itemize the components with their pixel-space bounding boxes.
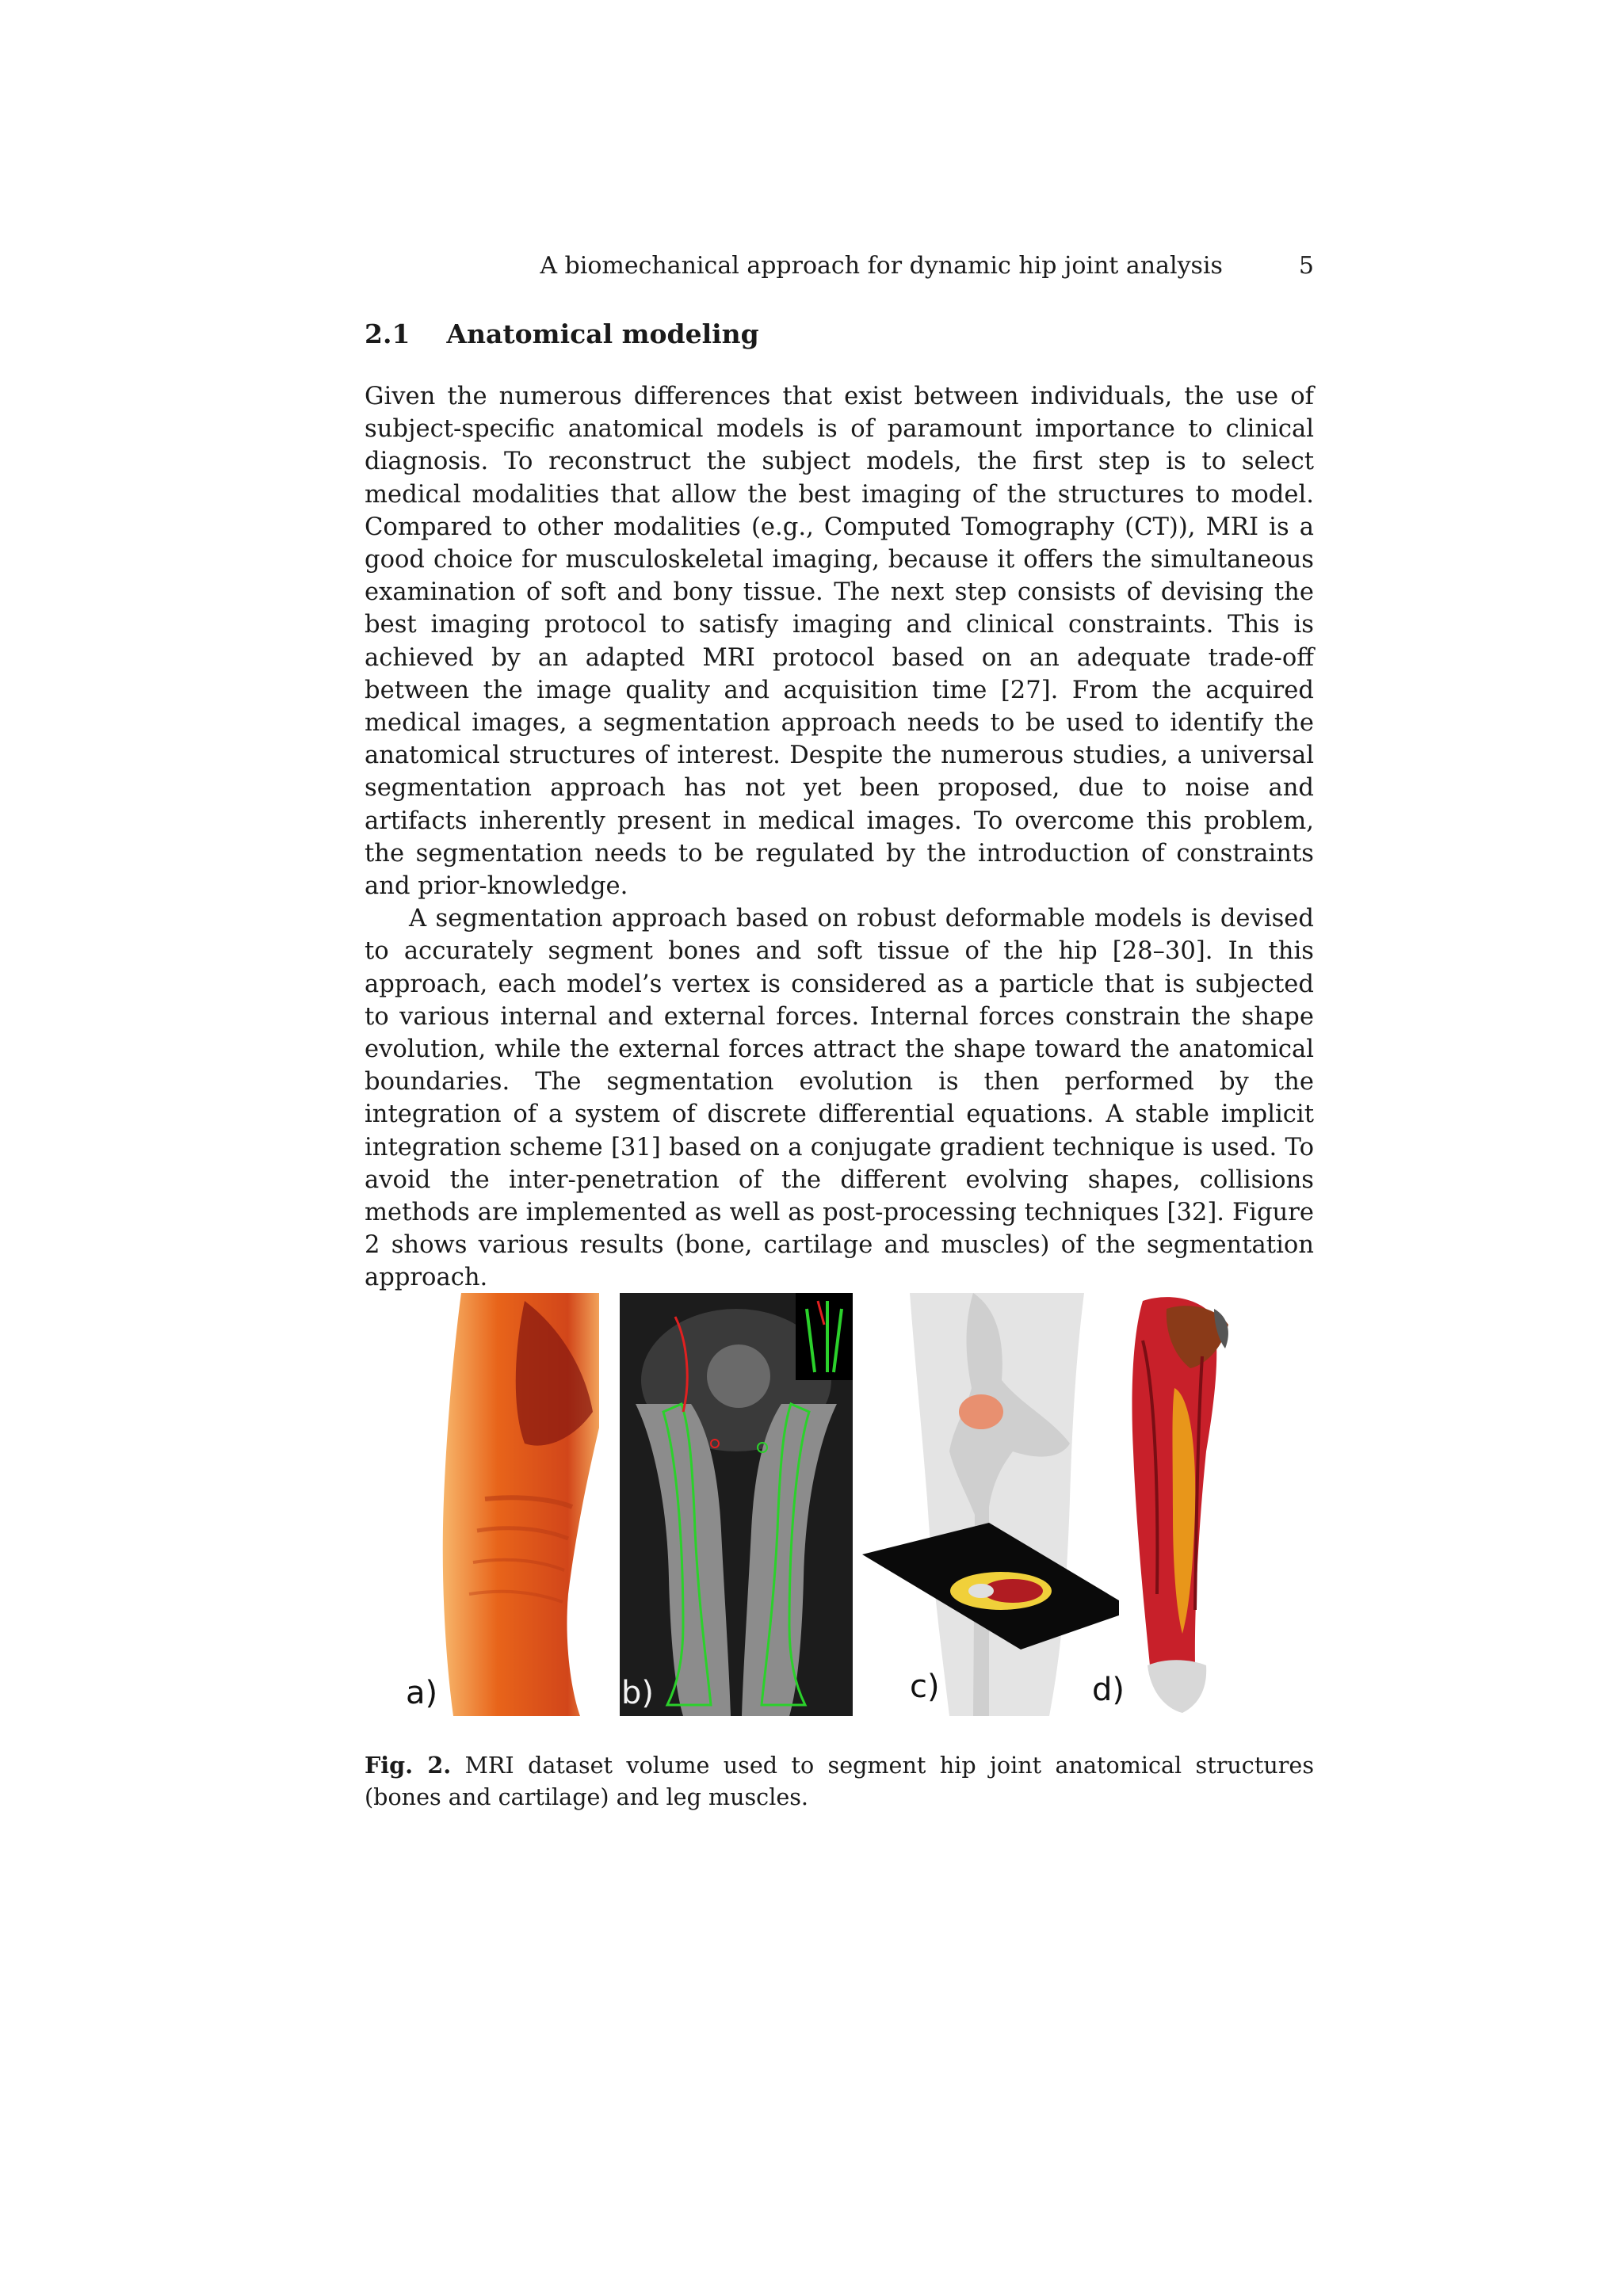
paragraph-1: Given the numerous differences that exist between individuals, the use of subject-specific anatomical models is of paramount importance to clinical diagnosis. To reconstruct the subject models, the first step is to select medical modalities that allow the best imaging of the structures to model. Compared to other modalities (e.g., Computed Tomography (CT)), MRI is a good choice for musculoskeletal imaging, because it offers the simultaneous examination of soft and bony tissue. The next step consists of devising the best imaging protocol to satisfy imaging and clinical constraints. This is achieved by an adapted MRI protocol based on an adequate trade-off between the image quality and acquisition time [27]. From the acquired medical images, a segmentation approach needs to be used to identify the anatomical structures of interest. Despite the numerous studies, a universal segmentation approach has not yet been proposed, due to noise and artifacts inherently present in medical images. To overcome this problem, the segmentation needs to be regulated by the introduction of constraints and prior-knowledge. <box>365 383 1314 901</box>
panel-label-b: b) <box>621 1675 654 1711</box>
section-heading <box>365 318 759 349</box>
panel-label-a: a) <box>406 1675 438 1711</box>
mri-volume-rendering-image <box>437 1293 599 1716</box>
paragraph-2: A segmentation approach based on robust deformable models is devised to accurately segment bones and soft tissue of the hip [28–30]. In this approach, each model’s vertex is considered as a particle that is subjected to various internal and external forces. Internal forces constrain the shape evolution, while the external forces attract the shape toward the anatomical boundaries. The segmentation evolution is then performed by the integration of a system of discrete differential equations. A stable implicit integration scheme [31] based on a conjugate gradient technique is used. To avoid the inter-penetration of the different evolving shapes, collisions methods are implemented as well as post-processing techniques [32]. Figure 2 shows various results (bone, cartilage and muscles) of the segmentation approach. <box>365 905 1314 1292</box>
bone-model-with-slice-image <box>862 1293 1135 1716</box>
panel-label-d: d) <box>1092 1672 1125 1708</box>
figure-2 <box>406 1293 1232 1716</box>
page-number: 5 <box>1298 252 1314 280</box>
mri-slice-segmentation-image <box>620 1293 853 1716</box>
panel-c <box>862 1293 1135 1716</box>
running-head <box>365 252 1314 280</box>
figure-caption <box>365 1749 1314 1813</box>
section-title: Anatomical modeling <box>446 318 759 349</box>
leg-muscles-model-image <box>1119 1293 1232 1716</box>
caption-text: MRI dataset volume used to segment hip joint anatomical structures (bones and cartilage) and leg muscles. <box>365 1752 1314 1810</box>
panel-d <box>1092 1293 1232 1716</box>
panel-a <box>406 1293 599 1716</box>
panel-label-c: c) <box>910 1669 940 1705</box>
caption-label: Fig. 2. <box>365 1752 452 1779</box>
section-number: 2.1 <box>365 318 411 349</box>
running-head-title: A biomechanical approach for dynamic hip joint analysis <box>540 252 1223 280</box>
body-text <box>365 380 1314 1295</box>
panel-b <box>620 1293 853 1716</box>
